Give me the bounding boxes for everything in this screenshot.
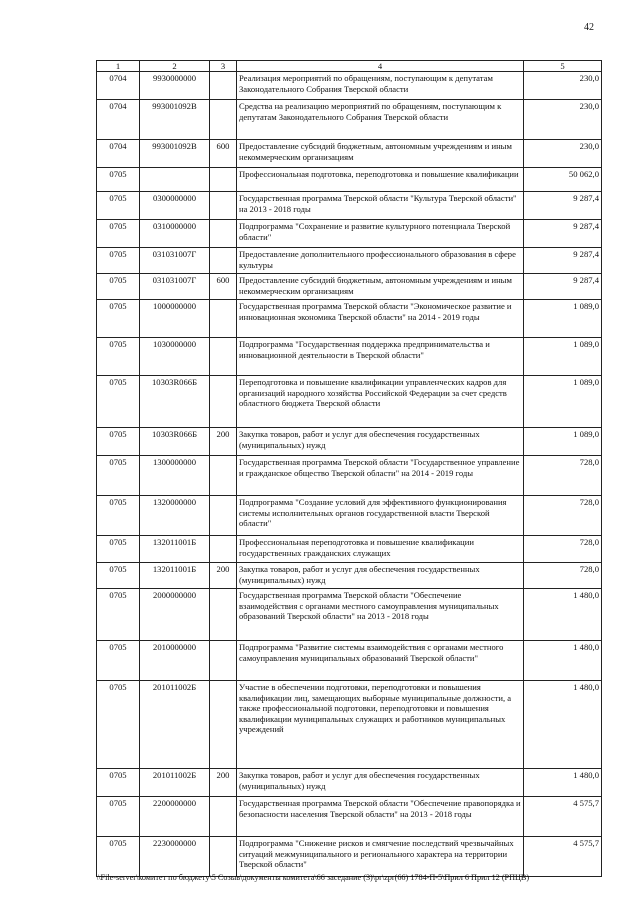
target-article-cell: 1300000000 — [140, 456, 210, 496]
expense-type-cell — [210, 641, 237, 681]
item-name-cell: Реализация мероприятий по обращениям, поступающим к депутатам Законодательного Собрания Тверской области — [237, 72, 524, 100]
target-article-cell: 10303R066Б — [140, 376, 210, 428]
column-header-expense-type: 3 — [210, 61, 237, 72]
item-name-cell: Закупка товаров, работ и услуг для обеспечения государственных (муниципальных) нужд — [237, 563, 524, 589]
column-header-amount: 5 — [524, 61, 602, 72]
section-code-cell: 0705 — [97, 797, 140, 837]
amount-cell: 728,0 — [524, 456, 602, 496]
amount-cell: 9 287,4 — [524, 220, 602, 248]
item-name-cell: Предоставление дополнительного профессионального образования в сфере культуры — [237, 248, 524, 274]
section-code-cell: 0705 — [97, 274, 140, 300]
target-article-cell: 1030000000 — [140, 338, 210, 376]
amount-cell: 728,0 — [524, 563, 602, 589]
section-code-cell: 0705 — [97, 536, 140, 563]
expense-type-cell — [210, 72, 237, 100]
section-code-cell: 0705 — [97, 338, 140, 376]
item-name-cell: Профессиональная переподготовка и повышение квалификации государственных гражданских служащих — [237, 536, 524, 563]
table-row — [97, 300, 602, 338]
expense-type-cell — [210, 589, 237, 641]
section-code-cell: 0705 — [97, 428, 140, 456]
table-row — [97, 837, 602, 877]
column-header-section: 1 — [97, 61, 140, 72]
table-row — [97, 496, 602, 536]
expense-type-cell — [210, 496, 237, 536]
amount-cell: 1 089,0 — [524, 376, 602, 428]
section-code-cell: 0705 — [97, 589, 140, 641]
table-row — [97, 274, 602, 300]
section-code-cell: 0705 — [97, 641, 140, 681]
expense-type-cell — [210, 456, 237, 496]
item-name-cell: Подпрограмма "Сохранение и развитие культурного потенциала Тверской области" — [237, 220, 524, 248]
item-name-cell: Государственная программа Тверской области "Культура Тверской области" на 2013 - 2018 годы — [237, 192, 524, 220]
target-article-cell: 2000000000 — [140, 589, 210, 641]
table-row — [97, 589, 602, 641]
item-name-cell: Государственная программа Тверской области "Экономическое развитие и инновационная экономика Тверской области" на 2014 - 2019 годы — [237, 300, 524, 338]
table-row — [97, 428, 602, 456]
expense-type-cell — [210, 536, 237, 563]
expense-type-cell — [210, 192, 237, 220]
amount-cell: 1 480,0 — [524, 681, 602, 769]
expense-type-cell — [210, 338, 237, 376]
target-article-cell — [140, 168, 210, 192]
section-code-cell: 0705 — [97, 192, 140, 220]
item-name-cell: Закупка товаров, работ и услуг для обеспечения государственных (муниципальных) нужд — [237, 428, 524, 456]
page-number: 42 — [584, 22, 594, 33]
target-article-cell: 2200000000 — [140, 797, 210, 837]
target-article-cell: 132011001Б — [140, 536, 210, 563]
target-article-cell: 2010000000 — [140, 641, 210, 681]
item-name-cell: Закупка товаров, работ и услуг для обеспечения государственных (муниципальных) нужд — [237, 769, 524, 797]
amount-cell: 728,0 — [524, 536, 602, 563]
section-code-cell: 0705 — [97, 769, 140, 797]
table-row — [97, 456, 602, 496]
expense-type-cell — [210, 681, 237, 769]
item-name-cell: Подпрограмма "Государственная поддержка предпринимательства и инновационной деятельности в Тверской области" — [237, 338, 524, 376]
item-name-cell: Подпрограмма "Развитие системы взаимодействия с органами местного самоуправления муниципальных образований Тверской области" — [237, 641, 524, 681]
target-article-cell: 201011002Б — [140, 681, 210, 769]
table-row — [97, 797, 602, 837]
table-row — [97, 168, 602, 192]
section-code-cell: 0705 — [97, 496, 140, 536]
item-name-cell: Государственная программа Тверской области "Обеспечение правопорядка и безопасности населения Тверской области" на 2013 - 2018 годы — [237, 797, 524, 837]
amount-cell: 230,0 — [524, 72, 602, 100]
expense-type-cell — [210, 248, 237, 274]
amount-cell: 1 480,0 — [524, 641, 602, 681]
budget-table — [96, 60, 602, 877]
amount-cell: 230,0 — [524, 140, 602, 168]
table-row — [97, 338, 602, 376]
table-row — [97, 769, 602, 797]
item-name-cell: Предоставление субсидий бюджетным, автономным учреждениям и иным некоммерческим организациям — [237, 274, 524, 300]
amount-cell: 4 575,7 — [524, 837, 602, 877]
item-name-cell: Профессиональная подготовка, переподготовка и повышение квалификации — [237, 168, 524, 192]
footer-file-path: \\File-server\комитет по бюджету\5 Созыв\документы комитета\66 заседание (3)\pr\zpr(66) 1784-П-5\Прил 6 Прил 12 (РПЦВ) — [96, 873, 530, 882]
item-name-cell: Государственная программа Тверской области "Обеспечение взаимодействия с органами местного самоуправления муниципальных образований Тверской области" на 2013 - 2018 годы — [237, 589, 524, 641]
section-code-cell: 0705 — [97, 456, 140, 496]
section-code-cell: 0704 — [97, 140, 140, 168]
expense-type-cell — [210, 300, 237, 338]
section-code-cell: 0705 — [97, 376, 140, 428]
section-code-cell: 0705 — [97, 220, 140, 248]
section-code-cell: 0704 — [97, 100, 140, 140]
item-name-cell: Подпрограмма "Снижение рисков и смягчение последствий чрезвычайных ситуаций межмуниципального и регионального характера на территории Тверской области" — [237, 837, 524, 877]
amount-cell: 728,0 — [524, 496, 602, 536]
section-code-cell: 0705 — [97, 248, 140, 274]
table-row — [97, 641, 602, 681]
amount-cell: 1 089,0 — [524, 428, 602, 456]
section-code-cell: 0704 — [97, 72, 140, 100]
column-header-target-article: 2 — [140, 61, 210, 72]
target-article-cell: 993001092В — [140, 100, 210, 140]
expense-type-cell: 600 — [210, 274, 237, 300]
target-article-cell: 0310000000 — [140, 220, 210, 248]
section-code-cell: 0705 — [97, 168, 140, 192]
table-header-row — [97, 61, 602, 72]
amount-cell: 9 287,4 — [524, 248, 602, 274]
amount-cell: 4 575,7 — [524, 797, 602, 837]
expense-type-cell: 200 — [210, 563, 237, 589]
table-row — [97, 140, 602, 168]
expense-type-cell: 200 — [210, 769, 237, 797]
target-article-cell: 993001092В — [140, 140, 210, 168]
item-name-cell: Государственная программа Тверской области "Государственное управление и гражданское общество Тверской области" на 2014 - 2019 годы — [237, 456, 524, 496]
amount-cell: 9 287,4 — [524, 192, 602, 220]
expense-type-cell: 200 — [210, 428, 237, 456]
table-row — [97, 681, 602, 769]
item-name-cell: Переподготовка и повышение квалификации управленческих кадров для организаций народного хозяйства Российской Федерации за счет средств областного бюджета Тверской области — [237, 376, 524, 428]
item-name-cell: Предоставление субсидий бюджетным, автономным учреждениям и иным некоммерческим организациям — [237, 140, 524, 168]
table-row — [97, 376, 602, 428]
table-row — [97, 72, 602, 100]
expense-type-cell: 600 — [210, 140, 237, 168]
amount-cell: 1 089,0 — [524, 300, 602, 338]
amount-cell: 1 089,0 — [524, 338, 602, 376]
amount-cell: 1 480,0 — [524, 589, 602, 641]
column-header-name: 4 — [237, 61, 524, 72]
target-article-cell: 1320000000 — [140, 496, 210, 536]
target-article-cell: 132011001Б — [140, 563, 210, 589]
target-article-cell: 0300000000 — [140, 192, 210, 220]
target-article-cell: 2230000000 — [140, 837, 210, 877]
expense-type-cell — [210, 168, 237, 192]
expense-type-cell — [210, 376, 237, 428]
table-row — [97, 563, 602, 589]
table-row — [97, 220, 602, 248]
expense-type-cell — [210, 837, 237, 877]
table-body — [97, 72, 602, 877]
section-code-cell: 0705 — [97, 837, 140, 877]
expense-type-cell — [210, 220, 237, 248]
target-article-cell: 1000000000 — [140, 300, 210, 338]
section-code-cell: 0705 — [97, 681, 140, 769]
target-article-cell: 9930000000 — [140, 72, 210, 100]
expense-type-cell — [210, 797, 237, 837]
amount-cell: 50 062,0 — [524, 168, 602, 192]
amount-cell: 230,0 — [524, 100, 602, 140]
section-code-cell: 0705 — [97, 563, 140, 589]
target-article-cell: 031031007Г — [140, 248, 210, 274]
item-name-cell: Участие в обеспечении подготовки, переподготовки и повышения квалификации лиц, замещающих выборные муниципальные должности, а также профессиональной подготовки, переподготовки и повышения квалификации муниципальных служащих и работников муниципальных учреждений — [237, 681, 524, 769]
table-row — [97, 248, 602, 274]
table-row — [97, 192, 602, 220]
amount-cell: 9 287,4 — [524, 274, 602, 300]
target-article-cell: 10303R066Б — [140, 428, 210, 456]
expense-type-cell — [210, 100, 237, 140]
target-article-cell: 031031007Г — [140, 274, 210, 300]
table-row — [97, 536, 602, 563]
table-row — [97, 100, 602, 140]
item-name-cell: Средства на реализацию мероприятий по обращениям, поступающим к депутатам Законодательного Собрания Тверской области — [237, 100, 524, 140]
section-code-cell: 0705 — [97, 300, 140, 338]
target-article-cell: 201011002Б — [140, 769, 210, 797]
amount-cell: 1 480,0 — [524, 769, 602, 797]
item-name-cell: Подпрограмма "Создание условий для эффективного функционирования системы исполнительных органов государственной власти Тверской области" — [237, 496, 524, 536]
